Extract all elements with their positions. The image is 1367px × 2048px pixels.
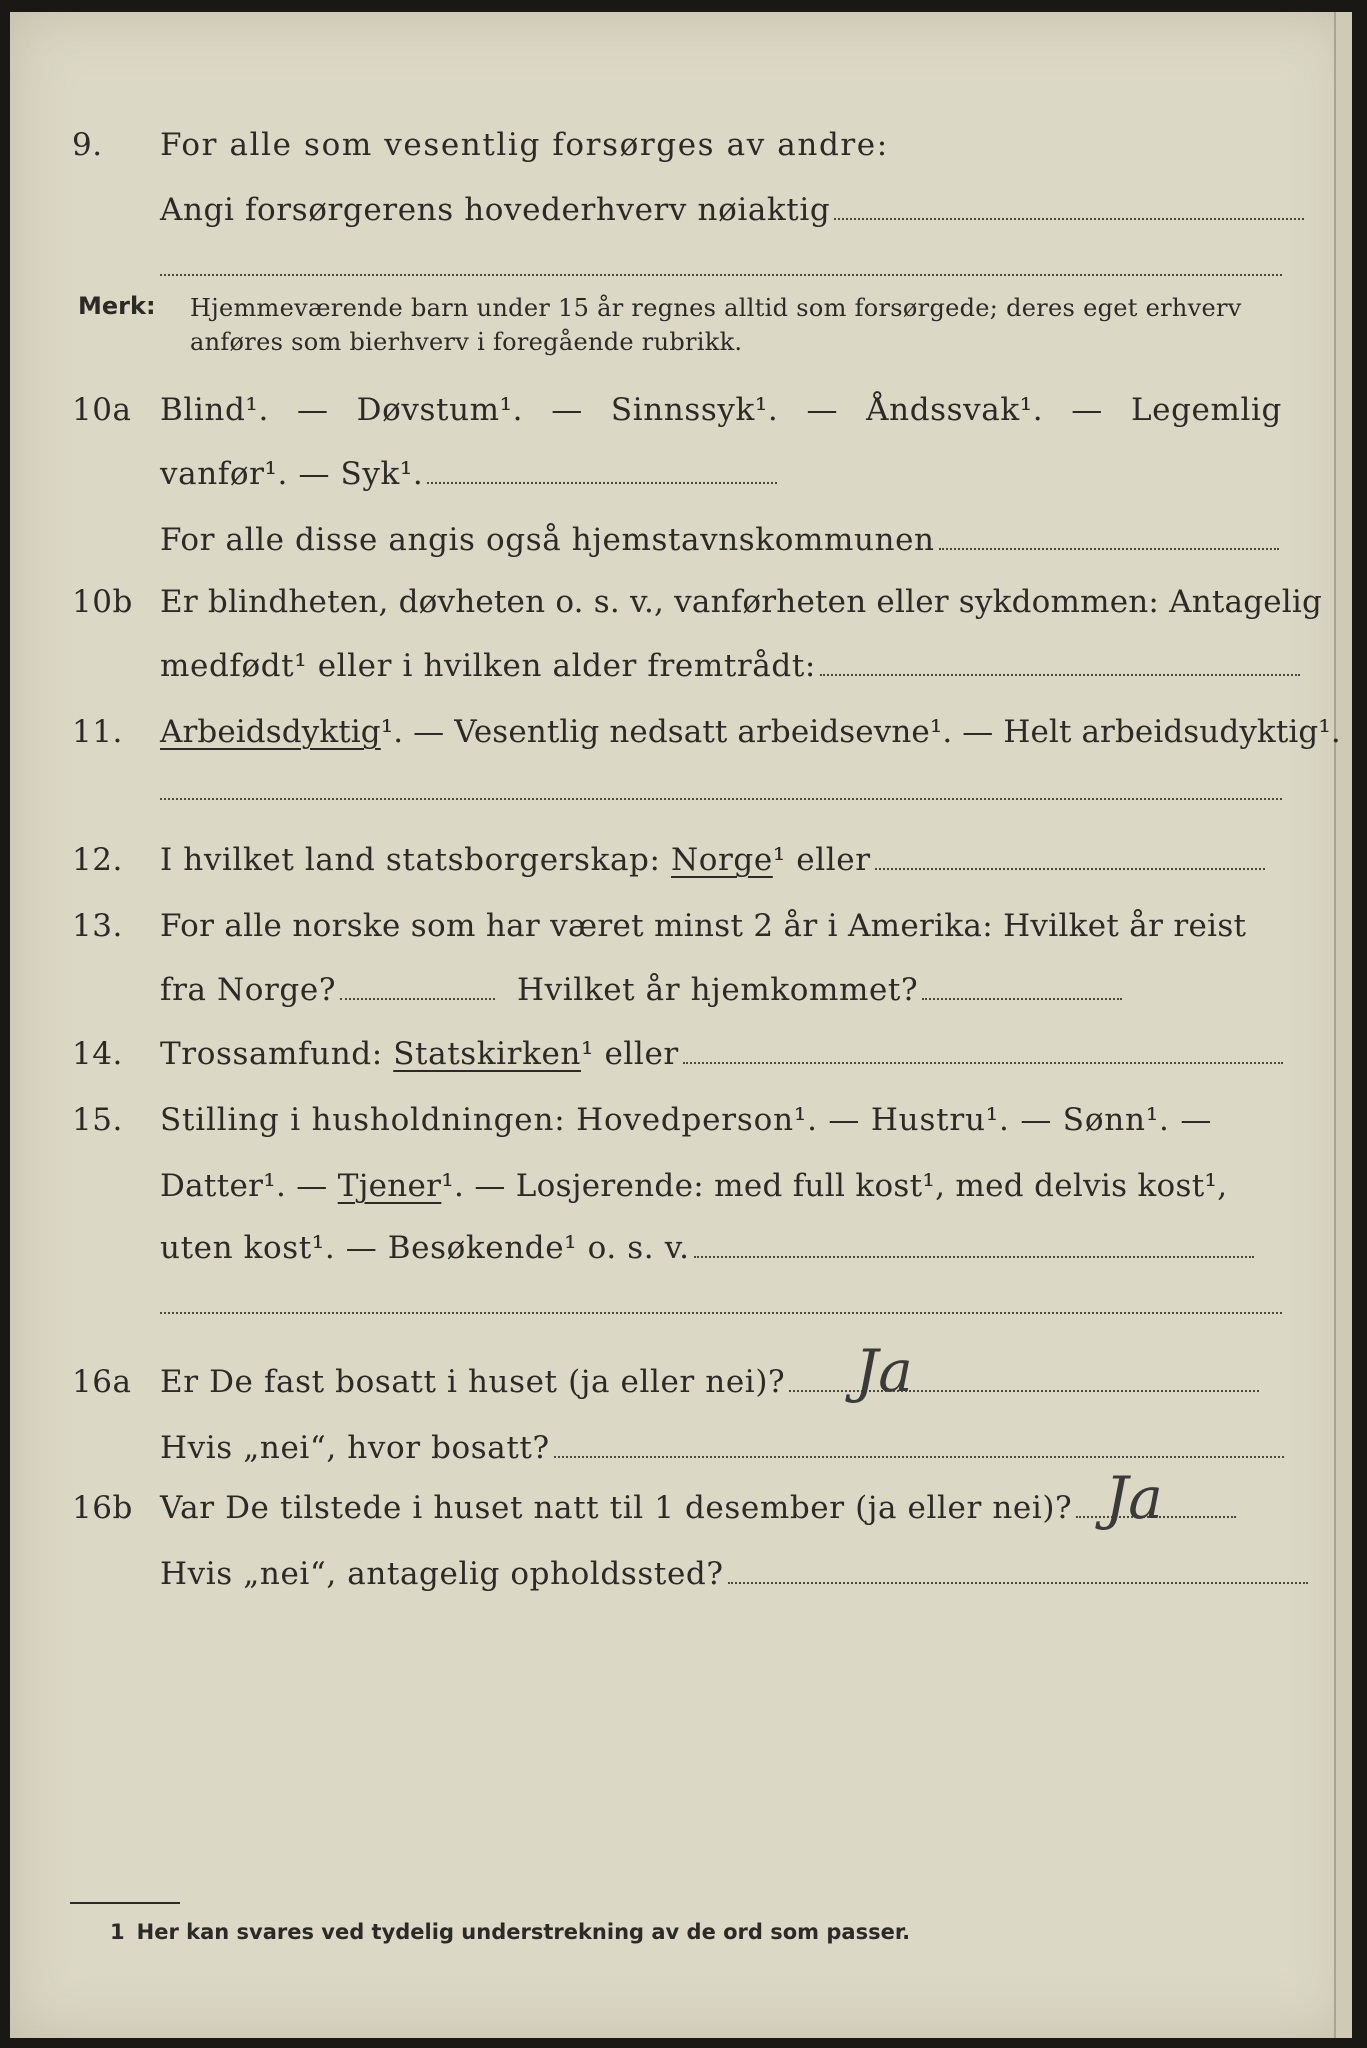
question-number: 16a — [72, 1364, 132, 1400]
question-15 — [10, 1102, 1352, 1152]
separator: — — [806, 392, 839, 428]
handwritten-answer[interactable]: Ja — [855, 1337, 913, 1405]
option-text: ¹ eller — [580, 1036, 679, 1072]
answer-line[interactable] — [820, 674, 1300, 676]
answer-line[interactable] — [875, 868, 1265, 870]
question-number: 11. — [72, 714, 123, 750]
answer-prompt — [160, 972, 1282, 1008]
answer-prompt — [160, 648, 1282, 684]
question-text: For alle som vesentlig forsørges av andre: — [160, 127, 889, 163]
note-text: Hjemmeværende barn under 15 år regnes alltid som forsørgede; deres eget erhverv — [190, 294, 1242, 322]
prompt-text: Hvis „nei“, antagelig opholdssted? — [160, 1556, 724, 1592]
census-form-page — [10, 12, 1352, 2038]
answer-line[interactable] — [340, 998, 495, 1000]
question-10b — [10, 584, 1352, 634]
question-number: 15. — [72, 1102, 123, 1138]
prompt-text: fra Norge? — [160, 972, 337, 1008]
question-9 — [10, 127, 1352, 177]
prompt-text: vanfør¹. — Syk¹. — [160, 456, 424, 492]
answer-line[interactable] — [728, 1582, 1308, 1584]
answer-line[interactable] — [160, 1312, 1282, 1314]
question-9-line-2 — [10, 192, 1352, 242]
question-options — [160, 714, 1341, 750]
question-number: 12. — [72, 842, 123, 878]
prompt-text: I hvilket land statsborgerskap: — [160, 842, 661, 878]
footnote — [110, 1920, 910, 1944]
footnote-rule — [70, 1902, 180, 1904]
prompt-text: uten kost¹. — Besøkende¹ o. s. v. — [160, 1230, 690, 1266]
question-number: 9. — [72, 127, 103, 163]
question-options — [160, 392, 1282, 428]
prompt-text: Trossamfund: — [160, 1036, 383, 1072]
answer-line[interactable] — [160, 274, 1282, 276]
footnote-text: Her kan svares ved tydelig understrekning av de ord som passer. — [136, 1920, 911, 1944]
question-11 — [10, 714, 1352, 764]
selected-option[interactable]: Norge — [671, 842, 773, 878]
prompt-text: For alle disse angis også hjemstavnskommunen — [160, 522, 935, 558]
note-label: Merk: — [78, 292, 156, 320]
option-text: Datter¹. — — [160, 1168, 328, 1204]
question-13-line-2 — [10, 972, 1352, 1022]
answer-line[interactable] — [834, 218, 1304, 220]
question-text: Er blindheten, døvheten o. s. v., vanførheten eller sykdommen: Antagelig — [160, 584, 1323, 620]
separator: — — [1071, 392, 1103, 428]
question-number: 10a — [72, 392, 132, 428]
prompt-text: Er De fast bosatt i huset (ja eller nei)? — [160, 1364, 786, 1400]
question-16a — [10, 1364, 1352, 1414]
answer-prompt — [160, 192, 1282, 228]
question-number: 13. — [72, 908, 123, 944]
separator: — — [551, 392, 583, 428]
answer-prompt — [160, 1364, 1282, 1400]
question-text: Stilling i husholdningen: Hovedperson¹. — Hustru¹. — Sønn¹. — — [160, 1102, 1213, 1138]
question-10a-line-3 — [10, 522, 1352, 572]
selected-option[interactable]: Statskirken — [393, 1036, 581, 1072]
answer-prompt — [160, 1556, 1282, 1592]
prompt-text: Var De tilstede i huset natt til 1 desember (ja eller nei)? — [160, 1490, 1073, 1526]
page-edge — [1334, 12, 1352, 2038]
option-text: ¹. — Losjerende: med full kost¹, med delvis kost¹, — [441, 1168, 1228, 1204]
question-options — [160, 1036, 1282, 1072]
question-options — [160, 1168, 1282, 1204]
answer-line[interactable] — [427, 482, 777, 484]
question-number: 14. — [72, 1036, 123, 1072]
answer-prompt — [160, 456, 1282, 492]
footnote-mark: 1 — [110, 1920, 125, 1944]
question-text: For alle norske som har været minst 2 år i Amerika: Hvilket år reist — [160, 908, 1247, 944]
option-text: Døvstum¹. — [356, 392, 524, 428]
option-text: ¹. — Vesentlig nedsatt arbeidsevne¹. — Helt arbeidsudyktig¹. — [380, 714, 1341, 750]
prompt-text: medfødt¹ eller i hvilken alder fremtrådt: — [160, 648, 816, 684]
option-text: Åndssvak¹. — [866, 392, 1044, 428]
question-16b-line-2 — [10, 1556, 1352, 1606]
note-text: anføres som bierhverv i foregående rubrikk. — [190, 328, 743, 356]
question-number: 16b — [72, 1490, 133, 1526]
option-text: Blind¹. — [160, 392, 269, 428]
option-text: ¹ eller — [772, 842, 871, 878]
option-text: Legemlig — [1130, 392, 1282, 428]
prompt-text: Angi forsørgerens hovederhverv nøiaktig — [160, 192, 831, 228]
answer-line[interactable] — [694, 1256, 1254, 1258]
question-12 — [10, 842, 1352, 892]
selected-option[interactable]: Tjener — [337, 1168, 442, 1204]
question-14 — [10, 1036, 1352, 1086]
handwritten-answer[interactable]: Ja — [1105, 1464, 1163, 1532]
answer-prompt — [160, 1230, 1282, 1266]
answer-line[interactable] — [683, 1062, 1283, 1064]
question-number: 10b — [72, 584, 133, 620]
answer-line[interactable] — [554, 1456, 1284, 1458]
question-15-line-2 — [10, 1168, 1352, 1218]
answer-prompt — [160, 522, 1282, 558]
question-10a — [10, 392, 1352, 442]
answer-prompt — [160, 1430, 1282, 1466]
option-text: Sinnssyk¹. — [610, 392, 779, 428]
answer-line[interactable] — [922, 998, 1122, 1000]
question-15-line-3 — [10, 1230, 1352, 1280]
answer-line[interactable] — [160, 798, 1282, 800]
question-13 — [10, 908, 1352, 958]
answer-line[interactable] — [939, 548, 1279, 550]
question-options — [160, 842, 1282, 878]
question-10b-line-2 — [10, 648, 1352, 698]
selected-option[interactable]: Arbeidsdyktig — [160, 714, 381, 750]
separator: — — [296, 392, 329, 428]
prompt-text: Hvis „nei“, hvor bosatt? — [160, 1430, 550, 1466]
prompt-text: Hvilket år hjemkommet? — [517, 972, 919, 1008]
question-10a-line-2 — [10, 456, 1352, 506]
